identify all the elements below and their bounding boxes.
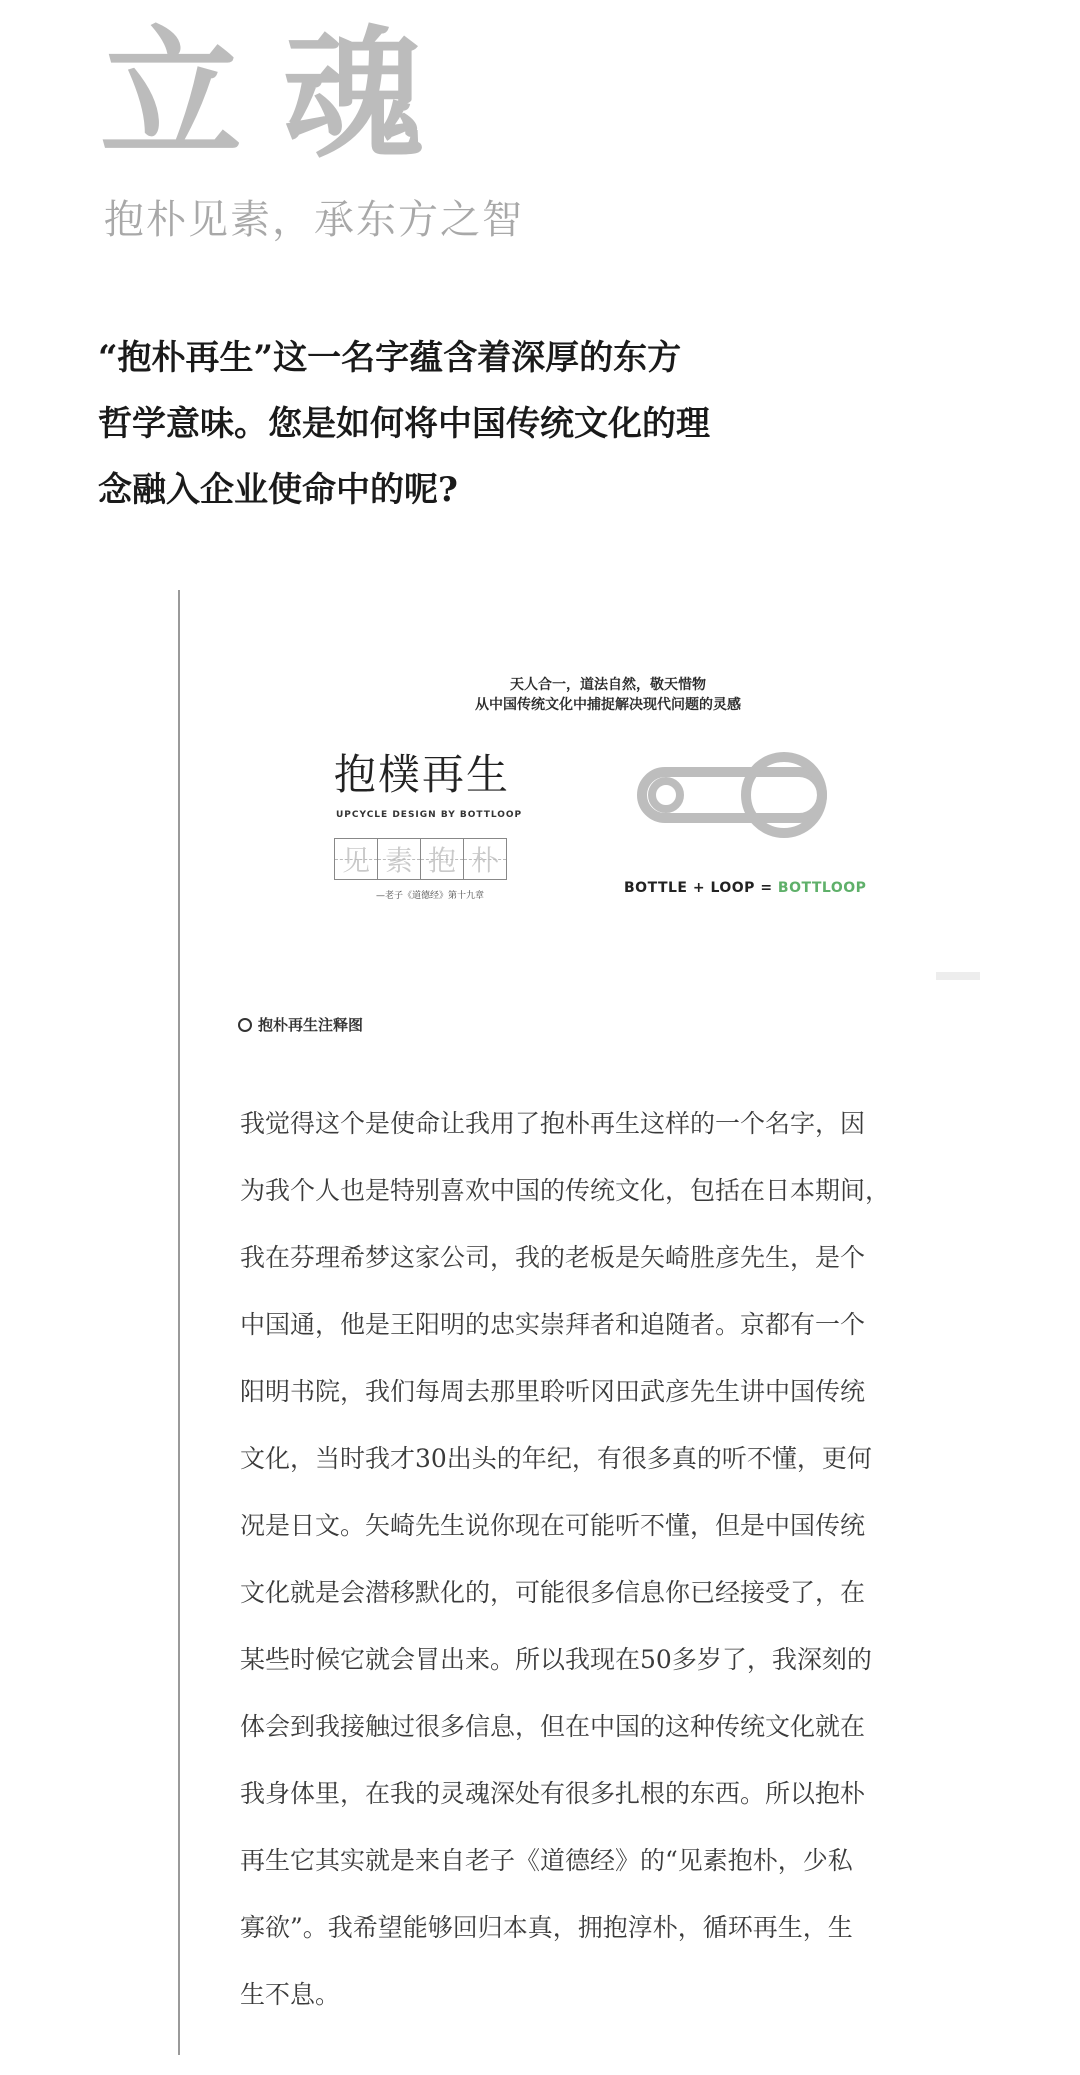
character-box: 见: [335, 839, 378, 879]
answer-line: 某些时候它就会冒出来。所以我现在50多岁了，我深刻的: [240, 1645, 872, 1674]
answer-line: 生不息。: [240, 1980, 341, 2009]
character-box: 抱: [421, 839, 464, 879]
figure-caption: [238, 1014, 363, 1035]
answer-line: 我觉得这个是使命让我用了抱朴再生这样的一个名字，因: [240, 1109, 866, 1138]
interview-question: [98, 325, 798, 523]
answer-line: 况是日文。矢崎先生说你现在可能听不懂，但是中国传统: [240, 1511, 866, 1540]
answer-line: 我身体里，在我的灵魂深处有很多扎根的东西。所以抱朴: [240, 1779, 866, 1808]
formula-result: BOTTLOOP: [777, 880, 867, 896]
quote-divider-line: [178, 590, 180, 2055]
bottloop-large-logo-icon: [636, 752, 836, 842]
figure-caption-text: 抱朴再生注释图: [258, 1016, 364, 1034]
answer-line: 阳明书院，我们每周去那里聆听冈田武彦先生讲中国传统: [240, 1377, 866, 1406]
interview-answer: [240, 1090, 960, 2028]
infographic-caption: 从中国传统文化中捕捉解决现代问题的灵感: [475, 697, 741, 713]
question-line: 哲学意味。您是如何将中国传统文化的理: [98, 404, 710, 444]
answer-line: 文化，当时我才30出头的年纪，有很多真的听不懂，更何: [240, 1444, 872, 1473]
brand-formula: [624, 880, 866, 896]
circle-bullet-icon: [238, 1018, 252, 1032]
brand-infographic: [236, 590, 980, 990]
section-title: 立魂: [100, 12, 464, 178]
infographic-caption: 天人合一，道法自然，敬天惜物: [510, 677, 706, 693]
character-grid: [334, 838, 507, 880]
infographic-bar: [936, 972, 980, 980]
section-subtitle: 抱朴见素，承东方之智: [104, 197, 524, 243]
answer-line: 寡欲”。我希望能够回归本真，拥抱淳朴，循环再生，生: [240, 1913, 853, 1942]
answer-line: 文化就是会潜移默化的，可能很多信息你已经接受了，在: [240, 1578, 866, 1607]
formula-text: BOTTLE + LOOP =: [624, 880, 778, 896]
answer-line: 为我个人也是特别喜欢中国的传统文化，包括在日本期间，: [240, 1176, 891, 1205]
question-line: “抱朴再生”这一名字蕴含着深厚的东方: [98, 338, 682, 378]
brand-english-tagline: UPCYCLE DESIGN BY BOTTLOOP: [336, 810, 523, 820]
answer-line: 再生它其实就是来自老子《道德经》的“见素抱朴，少私: [240, 1846, 853, 1875]
quote-source: —老子《道德经》第十九章: [376, 891, 485, 901]
answer-line: 我在芬理希梦这家公司，我的老板是矢崎胜彦先生，是个: [240, 1243, 866, 1272]
character-box: 朴: [464, 839, 506, 879]
character-box: 素: [378, 839, 421, 879]
answer-line: 中国通，他是王阳明的忠实崇拜者和追随者。京都有一个: [240, 1310, 866, 1339]
answer-line: 体会到我接触过很多信息，但在中国的这种传统文化就在: [240, 1712, 866, 1741]
question-line: 念融入企业使命中的呢?: [98, 470, 458, 510]
brand-chinese-name: 抱樸再生: [334, 750, 511, 799]
